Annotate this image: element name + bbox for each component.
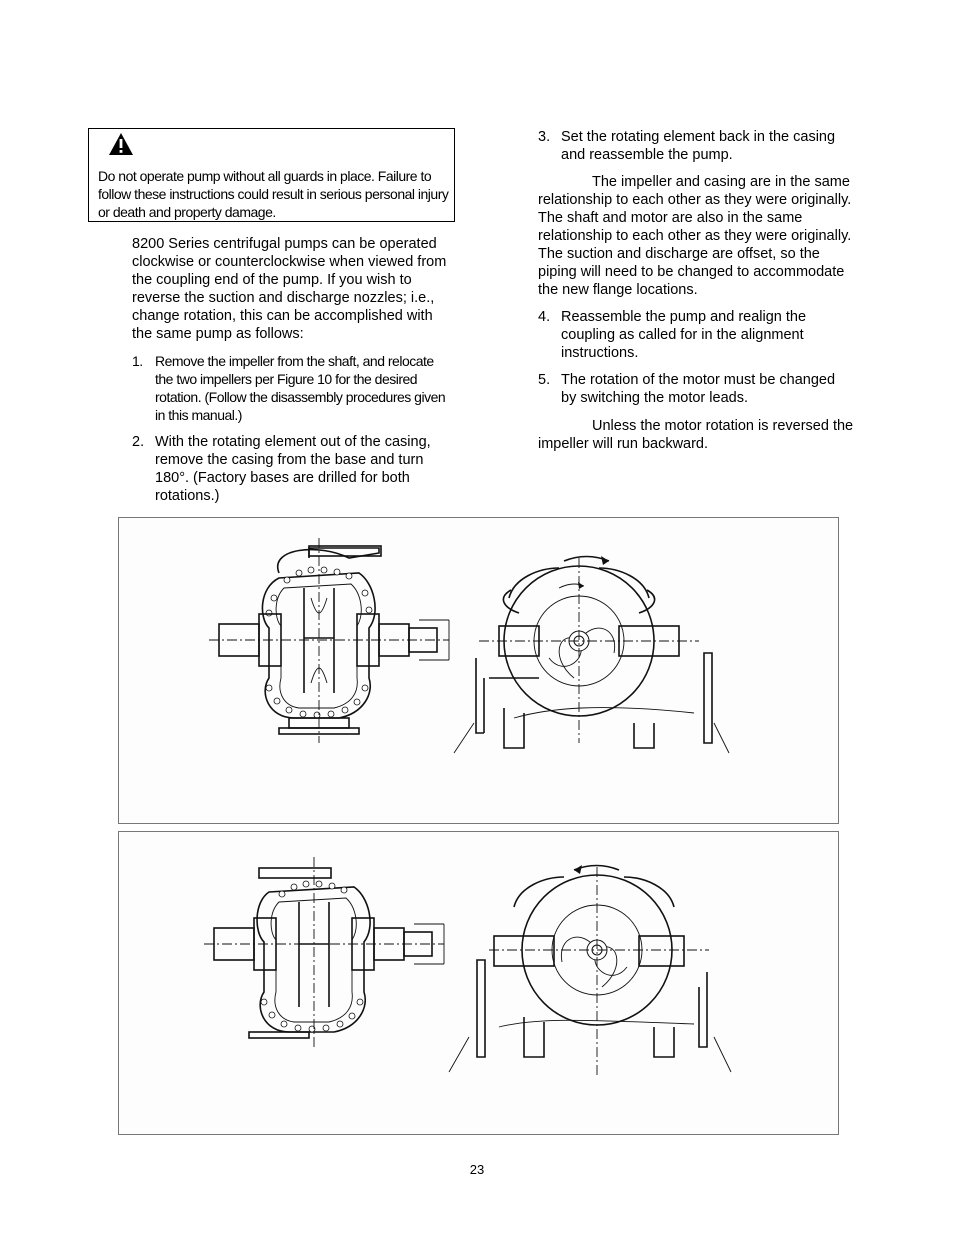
intro-paragraph: 8200 Series centrifugal pumps can be operated clockwise or counterclockwise when viewed from the coupling end of the pump. If you wish to reverse the suction and discharge nozzles; i.e., change rotation, this can be accomplished with the same pump as follows: bbox=[132, 236, 447, 342]
figure-rotation-counterclockwise bbox=[118, 831, 839, 1135]
figure-rotation-clockwise bbox=[118, 517, 839, 824]
list-item-2: 2. With the rotating element out of the casing, remove the casing from the base and turn 180°. (Factory bases are drilled for both rotations.) bbox=[132, 434, 431, 504]
note-paragraph-2: Unless the motor rotation is reversed the impeller will run backward. bbox=[538, 418, 854, 452]
note-paragraph-1: The impeller and casing are in the same relationship to each other as they were originally. The shaft and motor are also in the same relationship to each other as they were originally. The suction and discharge are offset, so the piping will need to be changed to accommodate the new flange locations. bbox=[538, 174, 852, 298]
pump-drawing-clockwise bbox=[119, 518, 838, 823]
pump-drawing-counterclockwise bbox=[119, 832, 838, 1134]
warning-text: Do not operate pump without all guards in place. Failure to follow these instructions could result in serious personal injury or death and property damage. bbox=[98, 168, 449, 220]
list-item-5: 5. The rotation of the motor must be changed by switching the motor leads. bbox=[538, 372, 836, 406]
list-item-1: 1. Remove the impeller from the shaft, and relocate the two impellers per Figure 10 for the desired rotation. (Follow the disassembly procedures given in this manual.) bbox=[132, 353, 446, 423]
page-number: 23 bbox=[469, 1162, 485, 1177]
warning-triangle-icon bbox=[108, 132, 134, 161]
list-item-3: 3. Set the rotating element back in the casing and reassemble the pump. bbox=[538, 129, 836, 163]
list-item-4: 4. Reassemble the pump and realign the coupling as called for in the alignment instructions. bbox=[538, 309, 807, 361]
